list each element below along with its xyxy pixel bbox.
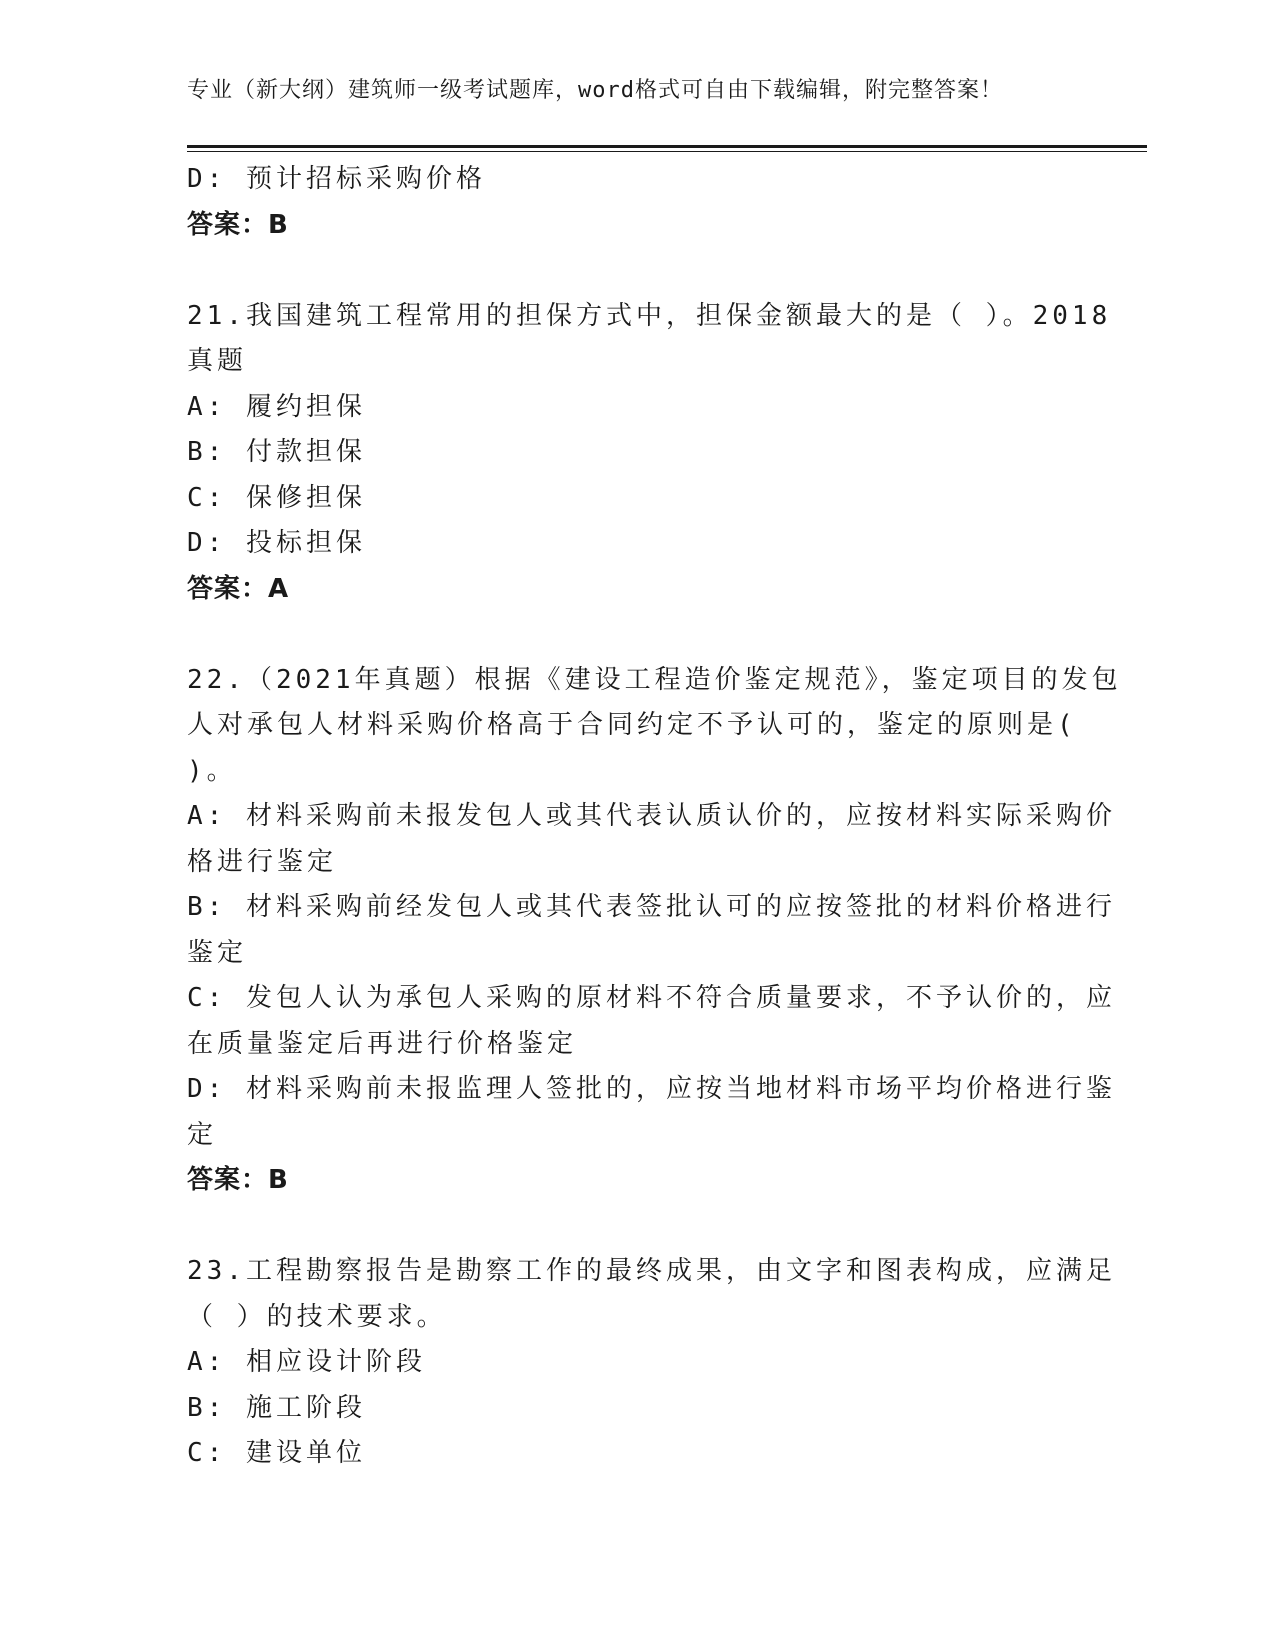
question-22-cont: 人对承包人材料采购价格高于合同约定不予认可的，鉴定的原则是( [187,710,1077,740]
option-d-q20: D: 预计招标采购价格 [187,164,486,194]
question-21: 21.我国建筑工程常用的担保方式中，担保金额最大的是（ ）。2018 [187,300,1112,331]
option-a-q22-cont: 格进行鉴定 [187,846,338,877]
option-b-q22-cont: 鉴定 [187,937,248,968]
option-b-q21: B: 付款担保 [187,437,366,467]
option-d-q21: D: 投标担保 [187,528,366,558]
document-body [187,157,1122,1477]
spacer [187,248,1082,294]
page-header: 专业（新大纲）建筑师一级考试题库，word格式可自由下载编辑，附完整答案！ [187,78,1003,103]
option-b-q23: B: 施工阶段 [187,1392,366,1423]
option-c-q22: C: 发包人认为承包人采购的原材料不符合质量要求，不予认价的，应 [187,983,1116,1013]
option-a-q23: A: 相应设计阶段 [187,1347,426,1377]
answer-q21: 答案：A [187,573,290,604]
option-c-q21: C: 保修担保 [187,482,366,513]
question-23-cont: （ ）的技术要求。 [187,1301,447,1332]
option-b-q22: B: 材料采购前经发包人或其代表签批认可的应按签批的材料价格进行 [187,892,1116,922]
header-rule-thin [187,151,1147,152]
answer-q20: 答案：B [187,209,289,240]
spacer [187,1204,1082,1250]
option-d-q22-cont: 定 [187,1119,218,1150]
option-c-q23: C: 建设单位 [187,1438,366,1468]
question-21-cont: 真题 [187,346,248,376]
question-22: 22.（2021年真题）根据《建设工程造价鉴定规范》，鉴定项目的发包 [187,664,1122,695]
option-d-q22: D: 材料采购前未报监理人签批的，应按当地材料市场平均价格进行鉴 [187,1074,1116,1104]
option-a-q21: A: 履约担保 [187,391,366,422]
option-c-q22-cont: 在质量鉴定后再进行价格鉴定 [187,1028,578,1059]
answer-q22: 答案：B [187,1165,289,1195]
option-a-q22: A: 材料采购前未报发包人或其代表认质认价的，应按材料实际采购价 [187,801,1116,831]
header-rule-thick [187,145,1147,148]
spacer [187,612,1082,658]
question-22-cont: )。 [187,755,237,786]
question-23: 23.工程勘察报告是勘察工作的最终成果，由文字和图表构成，应满足 [187,1256,1116,1286]
